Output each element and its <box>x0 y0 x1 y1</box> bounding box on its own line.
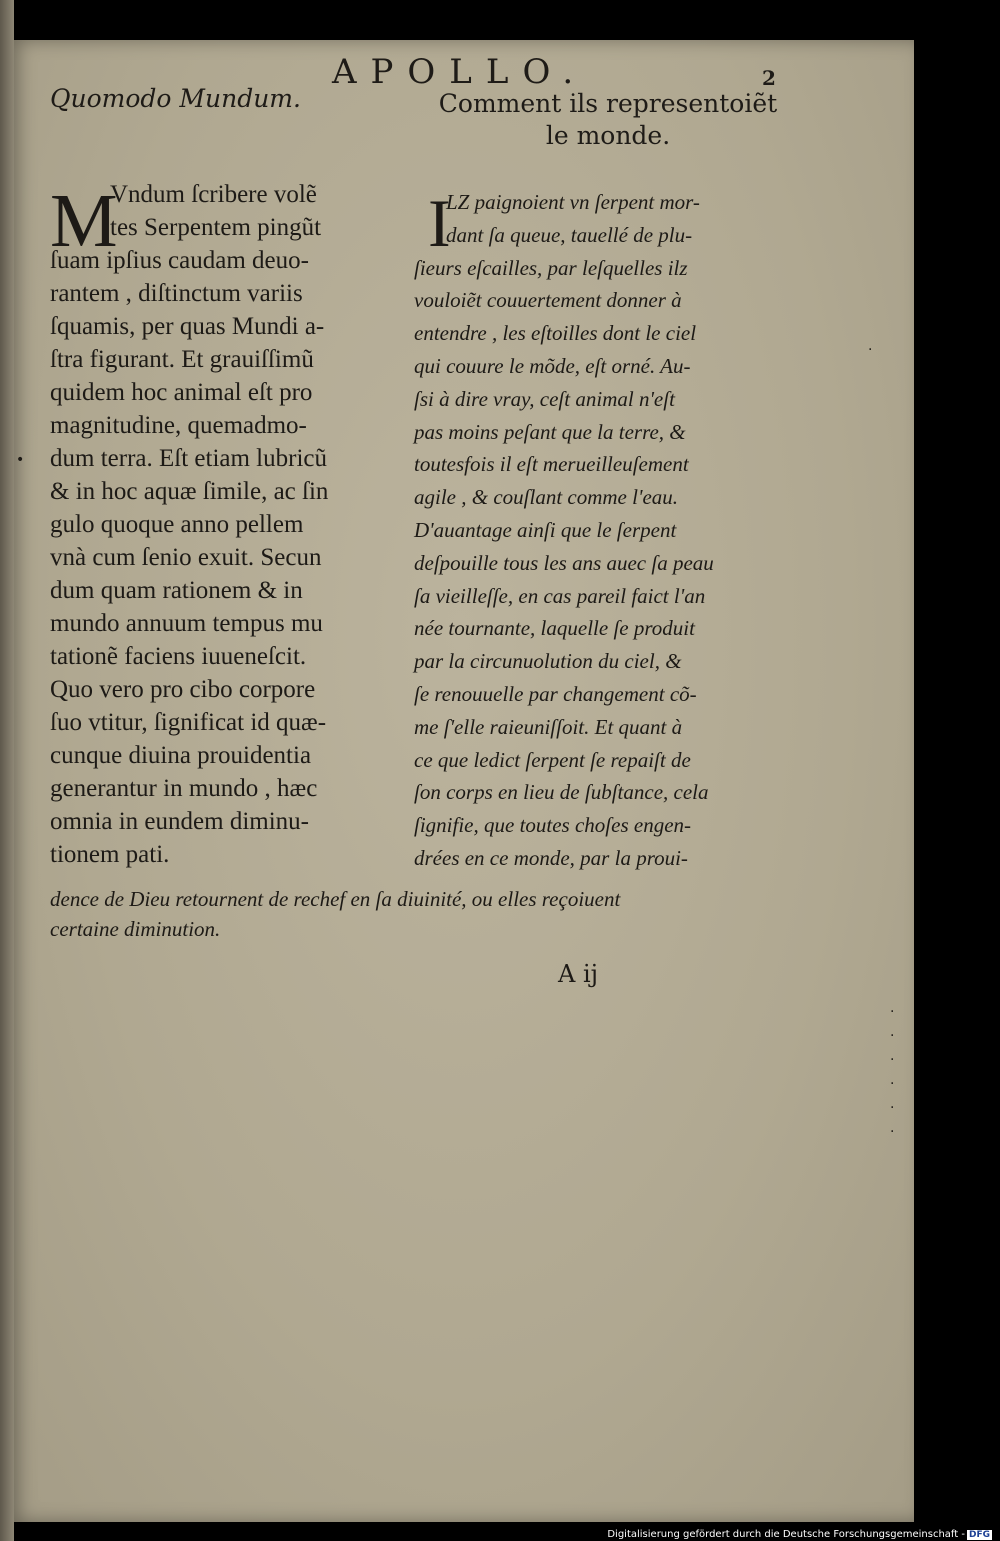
french-title-line: Comment ils representoiẽt <box>438 89 778 118</box>
latin-line: ſuam ipſius caudam deuo- <box>50 247 309 274</box>
french-line: qui couure le mõde, eſt orné. Au- <box>414 353 691 378</box>
french-line: agile , & couſlant comme l'eau. <box>414 485 679 510</box>
signature-mark: A ij <box>558 960 599 988</box>
edge-dots-icon: · · · · · · <box>890 1004 895 1140</box>
french-line: née tournante, laquelle ſe produit <box>414 616 695 641</box>
latin-line: Vndum ſcribere volẽ <box>110 181 317 208</box>
french-line: LZ paignoient vn ſerpent mor- <box>446 190 700 214</box>
french-line: ſa vieilleſſe, en cas pareil faict l'an <box>414 583 706 608</box>
latin-line: rantem , diſtinctum variis <box>50 280 303 307</box>
latin-line: mundo annuum tempus mu <box>50 610 323 637</box>
latin-line: dum quam rationem & in <box>50 577 303 604</box>
latin-line: tionem pati. <box>50 841 170 868</box>
latin-line: dum terra. Eſt etiam lubricũ <box>50 445 327 472</box>
french-line: deſpouille tous les ans auec ſa peau <box>414 550 714 575</box>
latin-line: vnà cum ſenio exuit. Secun <box>50 544 322 571</box>
latin-text-column <box>50 178 410 871</box>
french-continuation <box>50 884 770 944</box>
footer-text: Digitalisierung gefördert durch die Deutsche Forschungsgemeinschaft - <box>607 1529 965 1540</box>
french-line: par la circunuolution du ciel, & <box>414 649 682 674</box>
latin-section-title: Quomodo Mundum. <box>50 84 301 113</box>
latin-line: & in hoc aquæ ſimile, ac ſin <box>50 478 329 505</box>
french-section-title <box>428 88 788 152</box>
french-line: ce que ledict ſerpent ſe repaiſt de <box>414 747 691 772</box>
french-line: me ſ'elle raieuniſſoit. Et quant à <box>414 714 683 739</box>
french-line: dant ſa queue, tauellé de plu- <box>446 222 693 247</box>
french-text-column <box>414 186 770 875</box>
french-line: ſe renouuelle par changement cõ- <box>414 681 697 706</box>
latin-line: tes Serpentem pingũt <box>110 214 322 241</box>
latin-line: magnitudine, quemadmo- <box>50 412 307 439</box>
continuation-line: certaine diminution. <box>50 917 221 941</box>
footer-credit <box>607 1529 992 1540</box>
latin-line: cunque diuina prouidentia <box>50 742 312 769</box>
latin-line: Quo vero pro cibo corpore <box>50 676 316 703</box>
french-line: vouloiẽt couuertement donner à <box>414 288 682 313</box>
latin-line: tationẽ faciens iuueneſcit. <box>50 643 307 670</box>
latin-line: gulo quoque anno pellem <box>50 511 304 538</box>
page-number: 2 <box>762 66 776 90</box>
latin-line: generantur in mundo , hæc <box>50 775 318 802</box>
latin-line: ſtra figurant. Et grauiſſimũ <box>50 346 314 373</box>
latin-drop-cap: M <box>50 179 118 263</box>
french-line: ſon corps en lieu de ſubſtance, cela <box>414 780 709 805</box>
french-line: drées en ce monde, par la proui- <box>414 845 688 870</box>
dfg-logo-icon: DFG <box>968 1530 990 1540</box>
french-line: ſieurs eſcailles, par leſquelles ilz <box>414 255 688 280</box>
french-line: D'auantage ainſi que le ſerpent <box>414 517 677 542</box>
french-line: ſsi à dire vray, ceſt animal n'eſt <box>414 386 675 411</box>
french-title-line: le monde. <box>545 121 671 150</box>
french-line: ſignifie, que toutes choſes engen- <box>414 813 692 838</box>
margin-dot-icon: • <box>16 452 25 468</box>
margin-dot-icon: · <box>868 342 873 358</box>
french-line: entendre , les eſtoilles dont le ciel <box>414 321 697 346</box>
latin-line: ſquamis, per quas Mundi a- <box>50 313 325 340</box>
french-line: pas moins peſant que la terre, & <box>414 419 686 444</box>
latin-line: omnia in eundem diminu- <box>50 808 309 835</box>
french-line: toutesfois il eſt merueilleuſement <box>414 452 689 477</box>
book-spine-shadow <box>0 0 14 1541</box>
french-drop-cap: I <box>428 185 451 261</box>
continuation-line: dence de Dieu retournent de rechef en ſa diuinité, ou elles reçoiuent <box>50 887 621 911</box>
running-head: APOLLO. <box>332 52 588 92</box>
latin-line: quidem hoc animal eſt pro <box>50 379 313 406</box>
latin-line: ſuo vtitur, ſignificat id quæ- <box>50 709 327 736</box>
